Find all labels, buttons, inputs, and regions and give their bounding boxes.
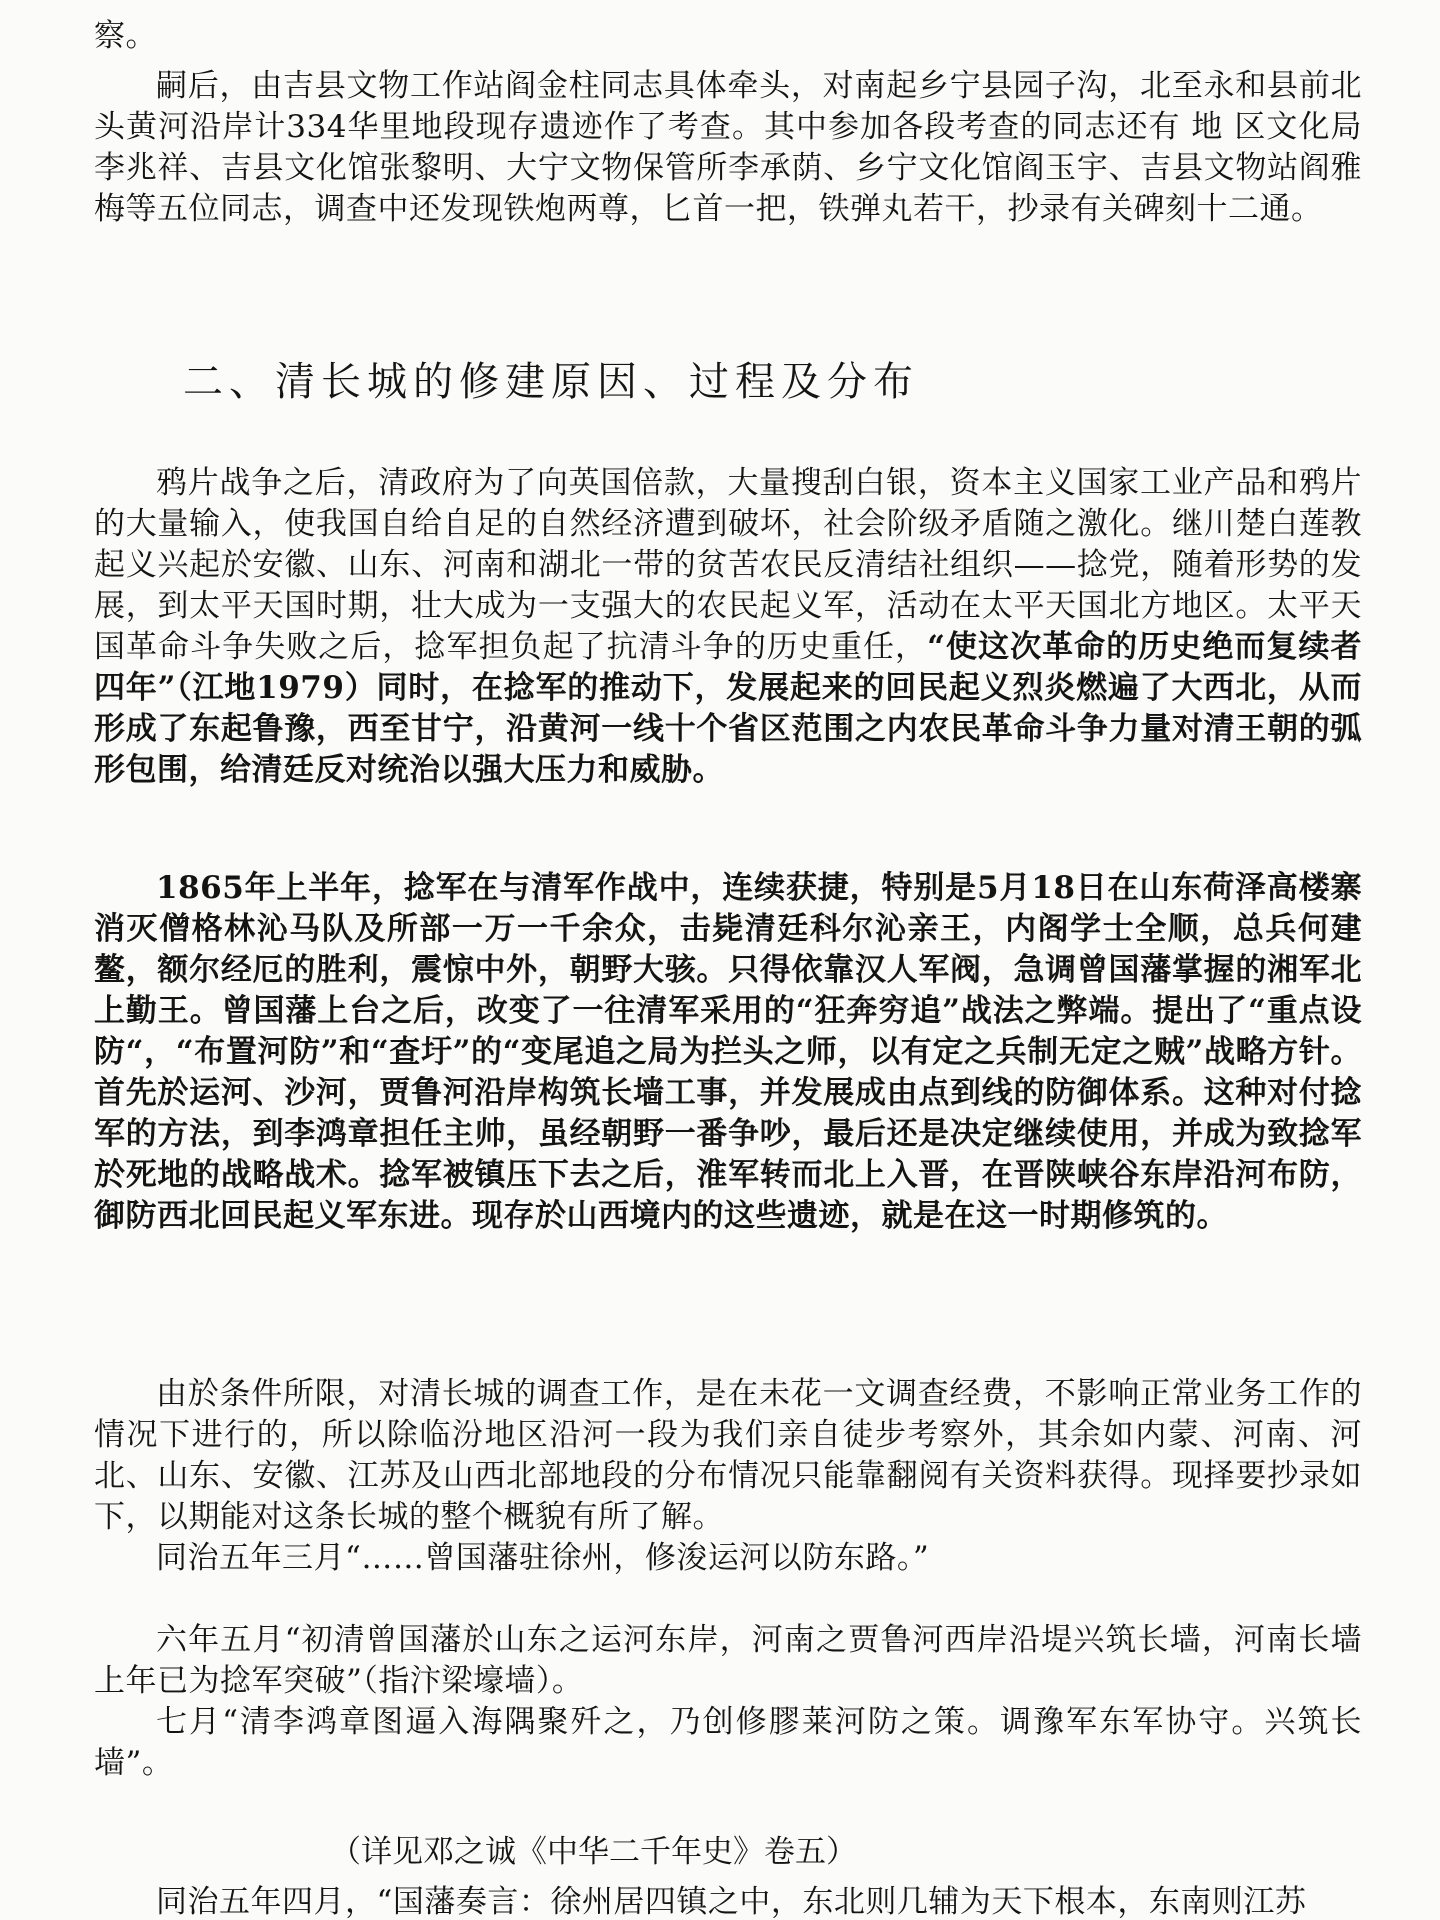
paragraph-quote-3: 七月“清李鸿章图逼入海隅聚歼之，乃创修膠莱河防之策。调豫军东军协守。兴筑长墙”。: [94, 1704, 1362, 1781]
paragraph-continuation: 察。: [94, 18, 157, 54]
paragraph-background-part-a: 鸦片战争之后，清政府为了向英国倍款，大量搜刮白银，资本主义国家工业产品和鸦片的大量输入，使我国自给自足的自然经济遭到破坏，社会阶级矛盾随之激化。继川楚白莲教起义兴起於安徽、山东、河南和湖北一带的贫苦农民反清结社组织——捻党，随着形势的发展，到太平天国时期，壮大成为一支强大的农民起义军，活动在太平天国北方地区。太平天国革命斗争失败之后，捻军担负起了抗清斗争的历史重任，: [94, 465, 1362, 665]
paragraph-1865-campaign: 1865年上半年，捻军在与清军作战中，连续获捷，特别是5月18日在山东荷泽高楼寨消灭僧格林沁马队及所部一万一千余众，击毙清廷科尔沁亲王，内阁学士全顺，总兵何建鳌，额尔经厄的胜利，震惊中外，朝野大骇。只得依靠汉人军阀，急调曾国藩掌握的湘军北上勤王。曾国藩上台之后，改变了一往清军采用的“狂奔穷追”战法之弊端。提出了“重点设防“，“布置河防”和“查圩”的“变尾追之局为拦头之师，以有定之兵制无定之贼”战略方针。首先於运河、沙河，贾鲁河沿岸构筑长墙工事，并发展成由点到线的防御体系。这种对付捻军的方法，到李鸿章担任主帅，虽经朝野一番争吵，最后还是决定继续使用，并成为致捻军於死地的战略战术。捻军被镇压下去之后，淮军转而北上入晋，在晋陕峡谷东岸沿河布防，御防西北回民起义军东进。现存於山西境内的这些遗迹，就是在这一时期修筑的。: [94, 870, 1362, 1234]
paragraph-background: [94, 463, 1362, 791]
paragraph-quote-2: 六年五月“初清曾国藩於山东之运河东岸，河南之贾鲁河西岸沿堤兴筑长墙，河南长墙上年已为捻军突破”（指汴梁壕墙）。: [94, 1622, 1362, 1699]
paragraph-quote-4: 同治五年四月，“国藩奏言：徐州居四镇之中，东北则几辅为天下根本，东南则江苏: [156, 1884, 1307, 1920]
paragraph-survey-conditions: 由於条件所限，对清长城的调查工作，是在未花一文调查经费，不影响正常业务工作的情况下进行的，所以除临汾地区沿河一段为我们亲自徒步考察外，其余如内蒙、河南、河北、山东、安徽、江苏及山西北部地段的分布情况只能靠翻阅有关资料获得。现择要抄录如下，以期能对这条长城的整个概貌有所了解。: [94, 1376, 1362, 1535]
section-heading: 二、清长城的修建原因、过程及分布: [183, 359, 919, 405]
citation-line: （详见邓之诚《中华二千年史》卷五）: [330, 1834, 857, 1870]
paragraph-quote-1: 同治五年三月“……曾国藩驻徐州，修浚运河以防东路。”: [156, 1540, 930, 1576]
paragraph-background-part-b: “使这次革命的历史绝而复续者四年”（江地1979）同时，在捻军的推动下，发展起来的回民起义烈炎燃遍了大西北，从而形成了东起鲁豫，西至甘宁，沿黄河一线十个省区范围之内农民革命斗争力量对清王朝的弧形包围，给清廷反对统治以强大压力和威胁。: [94, 629, 1362, 788]
paragraph-survey-team: 嗣后，由吉县文物工作站阎金柱同志具体牵头，对南起乡宁县园子沟，北至永和县前北头黄河沿岸计334华里地段现存遗迹作了考查。其中参加各段考查的同志还有 地 区文化局李兆祥、吉县文化馆张黎明、大宁文物保管所李承荫、乡宁文化馆阎玉宇、吉县文物站阎雅梅等五位同志，调查中还发现铁炮两尊，匕首一把，铁弹丸若干，抄录有关碑刻十二通。: [94, 68, 1362, 227]
